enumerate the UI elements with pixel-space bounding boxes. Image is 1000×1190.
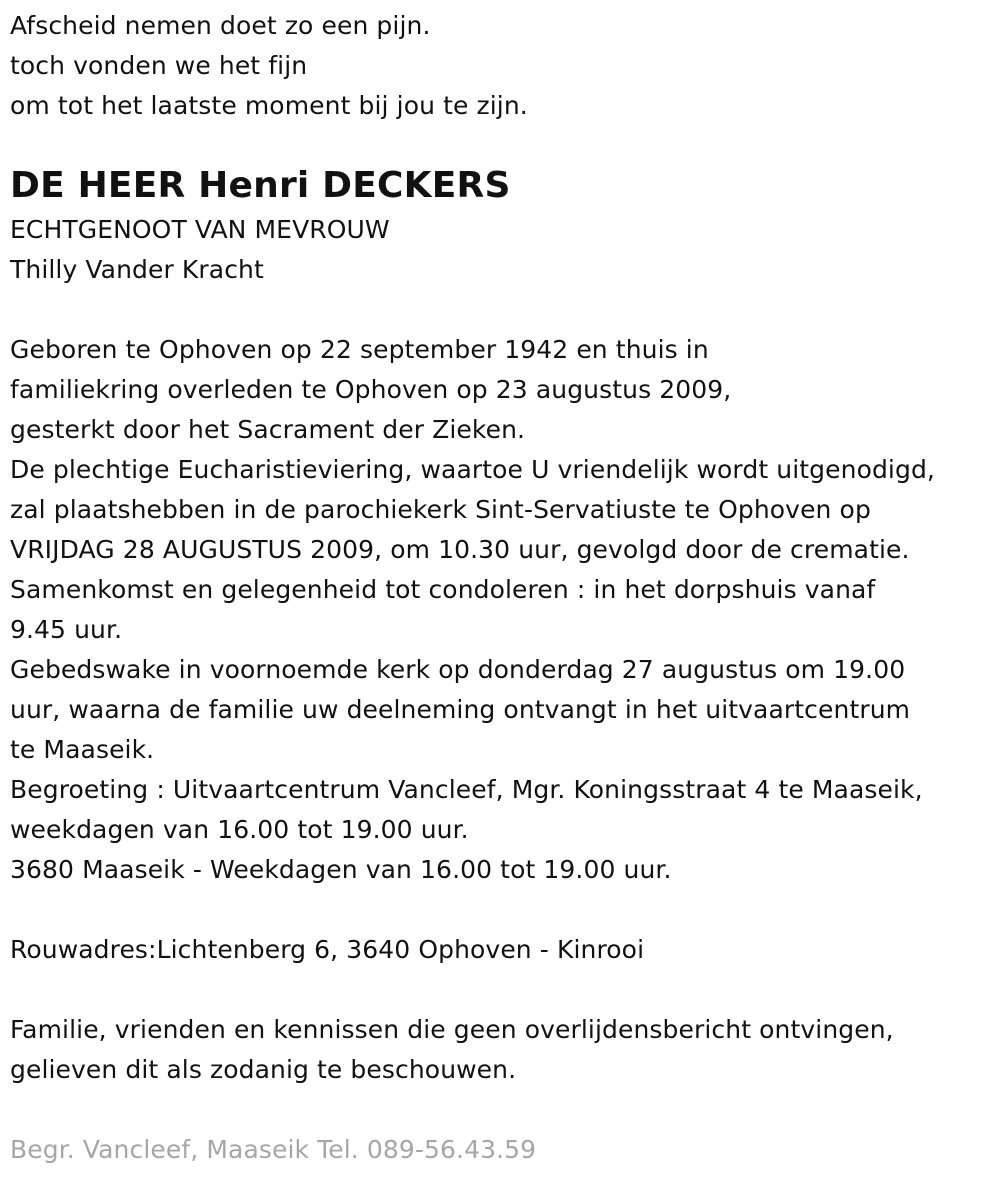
poem-line: Afscheid nemen doet zo een pijn.	[10, 11, 431, 40]
body-line: VRIJDAG 28 AUGUSTUS 2009, om 10.30 uur, gevolgd door de crematie.	[10, 535, 910, 564]
spacer	[10, 290, 995, 330]
body-line: Begroeting : Uitvaartcentrum Vancleef, Mgr. Koningsstraat 4 te Maaseik,	[10, 775, 923, 804]
spouse-block	[10, 210, 995, 290]
body-line: De plechtige Eucharistieviering, waartoe U vriendelijk wordt uitgenodigd,	[10, 455, 935, 484]
body-line: Gebedswake in voornoemde kerk op donderdag 27 augustus om 19.00	[10, 655, 906, 684]
body-line: Samenkomst en gelegenheid tot condoleren : in het dorpshuis vanaf	[10, 575, 876, 604]
poem-line: om tot het laatste moment bij jou te zijn.	[10, 91, 528, 120]
spacer	[10, 1090, 995, 1130]
body-line: zal plaatshebben in de parochiekerk Sint-Servatiuste te Ophoven op	[10, 495, 871, 524]
notice-line: Familie, vrienden en kennissen die geen overlijdensbericht ontvingen,	[10, 1015, 894, 1044]
body-line: Geboren te Ophoven op 22 september 1942 en thuis in	[10, 335, 709, 364]
notice-block	[10, 1010, 995, 1090]
body-line: te Maaseik.	[10, 735, 155, 764]
poem	[10, 6, 995, 126]
spacer	[10, 890, 995, 930]
body-line: weekdagen van 16.00 tot 19.00 uur.	[10, 815, 469, 844]
body-line: uur, waarna de familie uw deelneming ontvangt in het uitvaartcentrum	[10, 695, 911, 724]
obituary-notice	[10, 6, 995, 1170]
deceased-name: DE HEER Henri DECKERS	[10, 165, 511, 206]
mourning-address: Rouwadres:Lichtenberg 6, 3640 Ophoven - Kinrooi	[10, 935, 645, 964]
spouse-name: Thilly Vander Kracht	[10, 255, 264, 284]
spouse-heading: ECHTGENOOT VAN MEVROUW	[10, 215, 390, 244]
body-line: gesterkt door het Sacrament der Zieken.	[10, 415, 526, 444]
spacer	[10, 126, 995, 166]
announcement-body	[10, 330, 995, 890]
body-line: 9.45 uur.	[10, 615, 123, 644]
spacer	[10, 970, 995, 1010]
poem-line: toch vonden we het fijn	[10, 51, 308, 80]
body-line: 3680 Maaseik - Weekdagen van 16.00 tot 19.00 uur.	[10, 855, 672, 884]
body-line: familiekring overleden te Ophoven op 23 augustus 2009,	[10, 375, 732, 404]
notice-line: gelieven dit als zodanig te beschouwen.	[10, 1055, 517, 1084]
funeral-home-contact: Begr. Vancleef, Maaseik Tel. 089-56.43.59	[10, 1135, 537, 1164]
